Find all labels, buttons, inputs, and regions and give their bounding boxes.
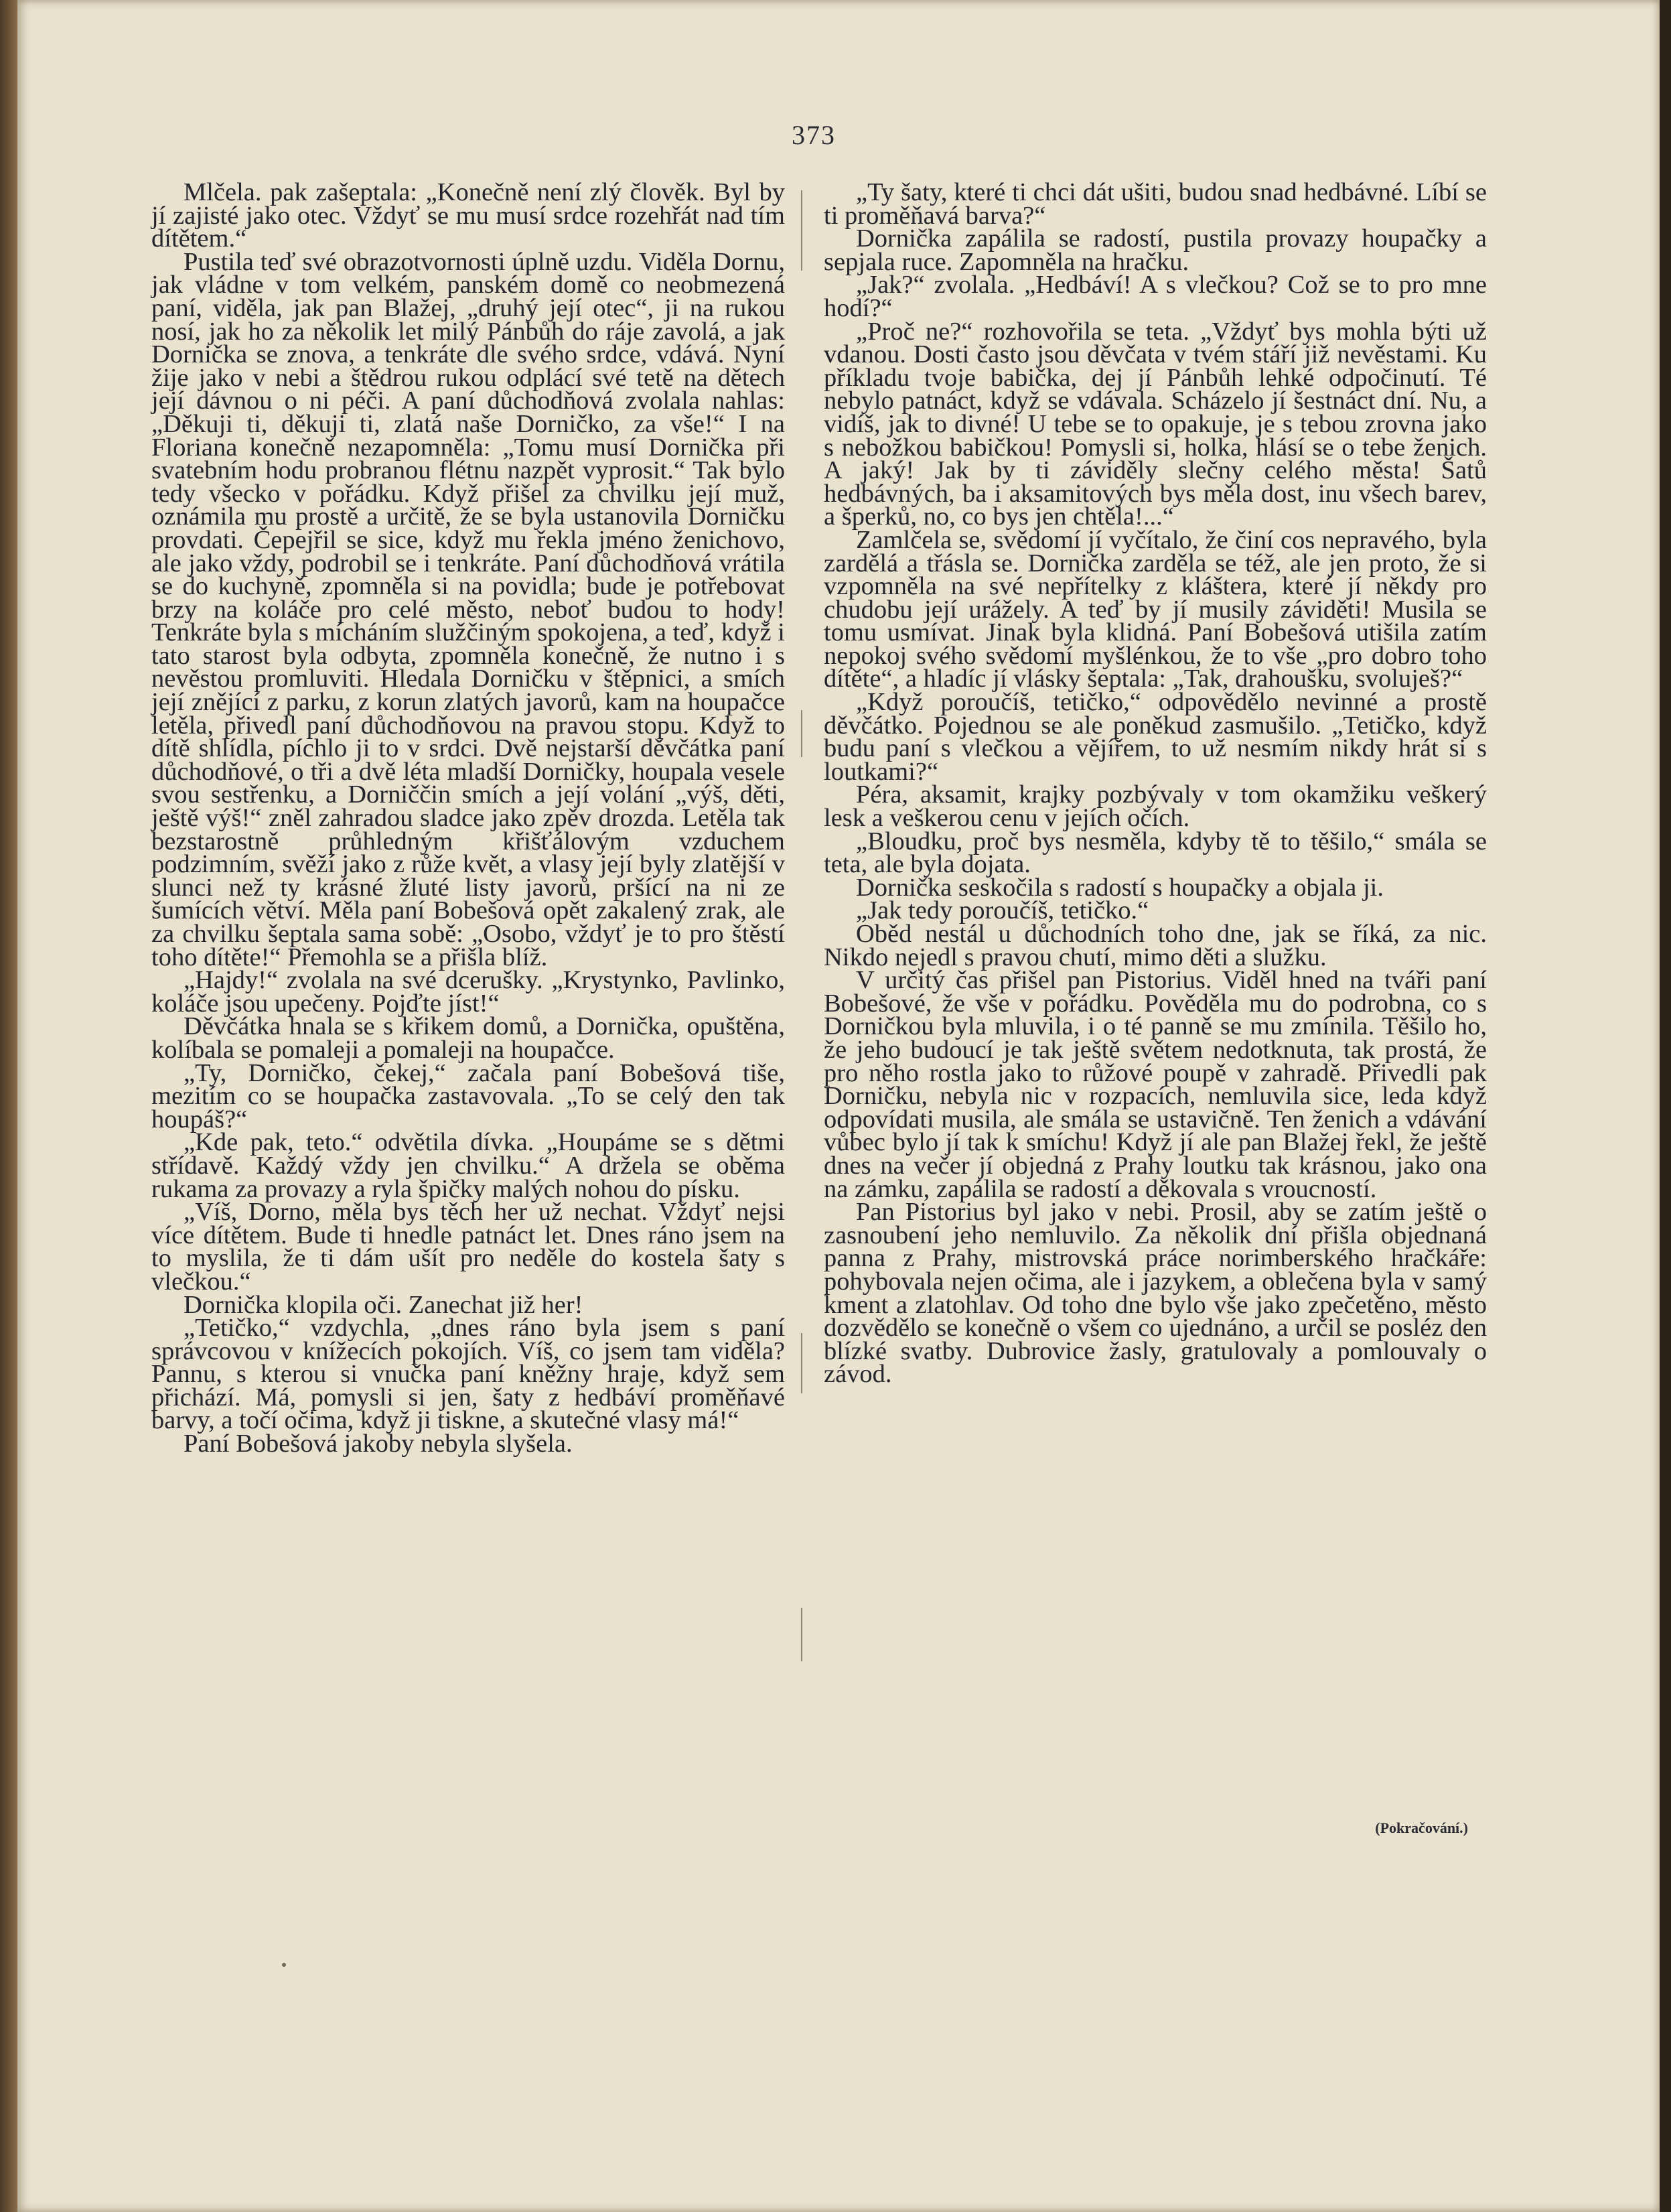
- paragraph: Oběd nestál u důchodních toho dne, jak se říká, za nic. Nikdo nejedl s pravou chutí, mimo děti a služku.: [824, 920, 1487, 971]
- paragraph: „Víš, Dorno, měla bys těch her už nechat. Vždyť nejsi více dítětem. Bude ti hnedle patnáct let. Dnes ráno jsem na to myslila, že ti dám ušít pro neděle do kostela šaty s vlečkou.“: [151, 1198, 785, 1296]
- page-number: 373: [792, 120, 836, 150]
- book-binding-edge: [0, 0, 17, 2212]
- paragraph: „Kde pak, teto.“ odvětila dívka. „Houpáme se s dětmi střídavě. Každý vždy jen chvilku.“ A držela se oběma rukama za provazy a ryla špičky malých nohou do písku.: [151, 1128, 785, 1203]
- paragraph: „Jak?“ zvolala. „Hedbáví! A s vlečkou? Což se to pro mne hodí?“: [824, 271, 1487, 322]
- paragraph: Dornička zapálila se radostí, pustila provazy houpačky a sepjala ruce. Zapomněla na hračku.: [824, 224, 1487, 276]
- paragraph: Pustila teď své obrazotvornosti úplně uzdu. Viděla Dornu, jak vládne v tom velkém, panském domě co neobmezená paní, viděla, jak pan Blažej, „druhý její otec“, ji na rukou nosí, jak ho za několik let milý Pánbůh do ráje zavolá, a jak Dornička se znova, a tenkráte dle svého srdce, vdává. Nyní žije jako v nebi a štědrou rukou odplácí své tetě na dětech její dávnou o ni péči. A paní důchodňová zvolala nahlas: „Děkuji ti, děkuji ti, zlatá naše Dorničko, za vše!“ I na Floriana konečně nezapomněla: „Tomu musí Dornička při svatebním hodu probranou flétnu nazpět vyprosit.“ Tak bylo tedy všecko v pořádku. Když přišel za chvilku její muž, oznámila mu prostě a určitě, že se byla ustanovila Dorničku provdati. Čepejřil se sice, když mu řekla jméno ženichovo, ale jako vždy, podrobil se i tenkráte. Paní důchodňová vrátila se do kuchyně, zpomněla si na povidla; bude je potřebovat brzy na koláče pro celé město, neboť budou to hody! Tenkráte byla s mícháním služčiným spokojena, a teď, když i tato starost byla odbyta, zpomněla konečně, že nutno i s nevěstou promluviti. Hledala Dorničku v štěpnici, a smích její znějící z parku, z korun zlatých javorů, kam na houpačce letěla, přivedl paní důchodňovou na pravou stopu. Když to dítě shlídla, píchlo ji to v srdci. Dvě nejstarší děvčátka paní důchodňové, o tři a dvě léta mladší Dorničky, houpala vesele svou sestřenku, a Dorniččin smích a její volání „výš, děti, ještě výš!“ zněl zahradou sladce jako zpěv drozda. Letěla tak bezstarostně průhledným křišťálovým vzduchem podzimním, svěží jako z růže květ, a vlasy její byly zlatější v slunci než ty krásné žluté listy javorů, pršící na ni ze šumících větví. Měla paní Bobešová opět zakalený zrak, ale za chvilku šeptala sama sobě: „Osobo, vždyť je to pro štěstí toho dítěte!“ Přemohla se a přišla blíž.: [151, 247, 785, 971]
- column-divider: [801, 1333, 802, 1393]
- continued-note: (Pokračování.): [1375, 1819, 1468, 1836]
- paragraph: „Ty, Dorničko, čekej,“ začala paní Bobešová tiše, mezitím co se houpačka zastavovala. „To se celý den tak houpáš?“: [151, 1058, 785, 1133]
- paragraph: „Hajdy!“ zvolala na své dcerušky. „Krystynko, Pavlinko, koláče jsou upečeny. Pojďte jíst!“: [151, 966, 785, 1018]
- paragraph: Mlčela. pak zašeptala: „Konečně není zlý člověk. Byl by jí zajisté jako otec. Vždyť se mu musí srdce rozehřát nad tím dítětem.“: [151, 178, 785, 253]
- paragraph: Péra, aksamit, krajky pozbývaly v tom okamžiku veškerý lesk a veškerou cenu v jejích očích.: [824, 780, 1487, 833]
- paragraph: Paní Bobešová jakoby nebyla slyšela.: [184, 1430, 573, 1458]
- ink-speck: [282, 1963, 286, 1967]
- paragraph: „Když poroučíš, tetičko,“ odpovědělo nevinné a prostě děvčátko. Pojednou se ale poněkud zasmušilo. „Tetičko, když budu paní s vlečkou a vějířem, to už nesmím nikdy hrát si s loutkami?“: [824, 688, 1487, 786]
- paragraph: Dornička seskočila s radostí s houpačky a objala ji.: [856, 873, 1384, 902]
- paragraph: „Tetičko,“ vzdychla, „dnes ráno byla jsem s paní správcovou v knížecích pokojích. Víš, co jsem tam viděla? Pannu, s kterou si vnučka paní kněžny hraje, když sem přichází. Má, pomysli si jen, šaty z hedbáví proměňavé barvy, a točí očima, když ji tiskne, a skutečné vlasy má!“: [151, 1314, 785, 1435]
- column-divider: [801, 190, 802, 271]
- paragraph: „Bloudku, proč bys nesměla, kdyby tě to těšilo,“ smála se teta, ale byla dojata.: [824, 827, 1487, 879]
- left-column: [151, 178, 785, 1458]
- paragraph: „Jak tedy poroučíš, tetičko.“: [856, 896, 1149, 925]
- column-divider: [801, 710, 802, 757]
- paragraph: Děvčátka hnala se s křikem domů, a Dornička, opuštěna, kolíbala se pomaleji a pomaleji na houpačce.: [151, 1012, 785, 1064]
- paragraph: „Ty šaty, které ti chci dát ušiti, budou snad hedbávné. Líbí se ti proměňavá barva?“: [824, 178, 1487, 230]
- right-column: [824, 178, 1487, 1389]
- column-divider: [801, 1608, 802, 1661]
- paragraph: „Proč ne?“ rozhovořila se teta. „Vždyť bys mohla býti už vdanou. Dosti často jsou děvčata v tvém stáří již nevěstami. Ku příkladu tvoje babička, dej jí Pánbůh lehké odpočinutí. Té nebylo patnáct, když se vdávala. Scházelo jí šestnáct dní. Nu, a vidíš, jak to divné! U tebe se to opakuje, je s tebou zrovna jako s nebožkou babičkou! Pomysli si, holka, hlásí se o tebe ženich. A jaký! Jak by ti záviděly slečny celého města! Šatů hedbávných, ba i aksamitových bys měla dost, inu všech barev, a šperků, no, co bys jen chtěla!...“: [824, 317, 1487, 531]
- paragraph: Pan Pistorius byl jako v nebi. Prosil, aby se zatím ještě o zasnoubení jeho nemluvilo. Za několik dní přišla objednaná panna z Prahy, mistrovská práce norimberského hračkáře: pohybovala nejen očima, ale i jazykem, a oblečena byla v samý kment a zlatohlav. Od toho dne bylo vše jako zpečetěno, město dozvědělo se konečně o všem co ujednáno, a určil se posléz den blízké svatby. Dubrovice žasly, gratulovaly a pomlouvaly o závod.: [824, 1198, 1487, 1389]
- paragraph: Zamlčela se, svědomí jí vyčítalo, že činí cos nepravého, byla zardělá a třásla se. Dornička zarděla se též, ale jen proto, že si vzpomněla na své nepřítelky z kláštera, které jí někdy pro chudobu její urážely. A teď by jí musily záviděti! Musila se tomu usmívat. Jinak byla klidná. Paní Bobešová utišila zatím nepokoj svého svědomí myšlénkou, že to vše „pro dobro toho dítěte“, a hladíc jí vlásky šeptala: „Tak, drahoušku, svoluješ?“: [824, 525, 1487, 693]
- paragraph: V určitý čas přišel pan Pistorius. Viděl hned na tváři paní Bobešové, že vše v pořádku. Pověděla mu do podrobna, co s Dorničkou byla mluvila, i o té panně se mu zmínila. Těšilo ho, že jeho budoucí je tak ještě světem nedotknuta, tak prostá, že pro něho rostla jako to růžové poupě v zahradě. Přivedli pak Dorničku, nebyla nic v rozpacích, nemluvila sice, leda když odpovídati musila, ale smála se ustavičně. Ten ženich a vdávání vůbec bylo jí tak k smíchu! Když jí ale pan Blažej řekl, že ještě dnes na večer jí objedná z Prahy loutku tak krásnou, jako ona na zámku, zapálila se radostí a děkovala s vroucností.: [824, 966, 1487, 1203]
- paragraph: Dornička klopila oči. Zanechat již her!: [184, 1290, 583, 1319]
